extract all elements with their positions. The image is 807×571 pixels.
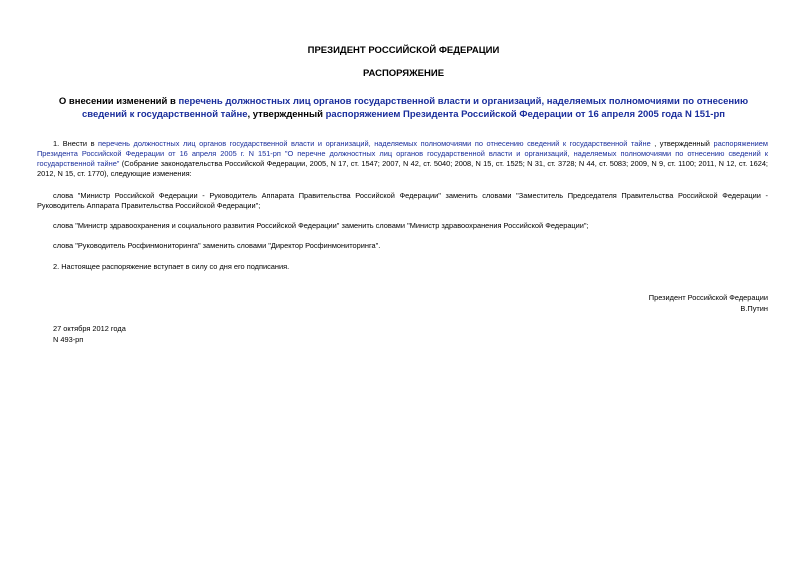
p1-prefix: 1. Внести в: [53, 139, 99, 148]
p1-link-order[interactable]: распоряжением Президента Российской Федерации от 16 апреля 2005 г. N 151-рп "О перечне должностных лиц органов государственной власти и организаций, наделяемых полномочиями по отнесению сведений к государственной тайне": [37, 139, 768, 169]
title-middle: , утвержденный: [247, 108, 326, 120]
signature-position: Президент Российской Федерации: [648, 293, 768, 302]
p3-text: слова "Министр здравоохранения и социального развития Российской Федерации" заменить словами "Министр здравоохранения Российской Федерации";: [53, 221, 589, 230]
p4-text: слова "Руководитель Росфинмониторинга" заменить словами "Директор Росфинмониторинга".: [53, 241, 381, 250]
p2-text: слова "Министр Российской Федерации - Руководитель Аппарата Правительства Российской Федерации" заменить словами "Заместитель Председателя Правительства Российской Федерации - Руководитель Аппарата Правительства Российской Федерации";: [37, 191, 768, 211]
header-doc-type: РАСПОРЯЖЕНИЕ: [362, 68, 445, 79]
paragraph-4: [37, 241, 768, 251]
document-number: N 493-рп: [53, 334, 84, 344]
signature-block: [649, 293, 768, 314]
p1-link-list[interactable]: перечень должностных лиц органов государственной власти и организаций, наделяемых полномочиями по отнесению сведений к государственной тайне: [98, 139, 651, 148]
paragraph-1: [37, 139, 768, 179]
p1-middle: , утвержденный: [650, 139, 714, 148]
title-link-list[interactable]: перечень должностных лиц органов государственной власти и организаций, наделяемых полномочиями по отнесению сведений к государственной тайне: [81, 96, 749, 120]
p1-suffix: (Собрание законодательства Российской Федерации, 2005, N 17, ст. 1547; 2007, N 42, ст. 5040; 2008, N 15, ст. 1525; N 31, ст. 3728; N 44, ст. 5083; 2009, N 9, ст. 1100; 2011, N 12, ст. 1624; 2012, N 15, ст. 1770), следующие изменения:: [37, 159, 768, 179]
title-link-order[interactable]: распоряжением Президента Российской Федерации от 16 апреля 2005 года N 151-рп: [325, 108, 725, 120]
document-date-block: [53, 324, 126, 345]
document-date: 27 октября 2012 года: [53, 324, 126, 333]
title-prefix: О внесении изменений в: [58, 96, 179, 107]
paragraph-3: [37, 221, 768, 231]
header-president: ПРЕЗИДЕНТ РОССИЙСКОЙ ФЕДЕРАЦИИ: [307, 45, 500, 56]
document-title: [50, 96, 757, 121]
paragraph-5: [37, 262, 768, 272]
signature-name: В.Путин: [740, 303, 768, 313]
p5-text: 2. Настоящее распоряжение вступает в силу со дня его подписания.: [53, 262, 290, 271]
paragraph-2: [37, 191, 768, 211]
